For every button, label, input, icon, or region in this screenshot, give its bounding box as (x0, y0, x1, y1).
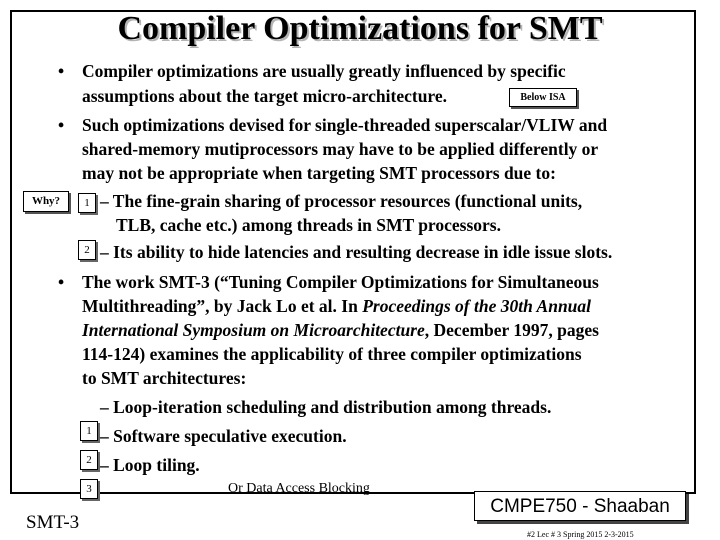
footer-lecture-id: SMT-3 (26, 512, 80, 533)
below-isa-box: Below ISA (509, 88, 577, 107)
number-box-2b: 2 (80, 450, 98, 470)
bullet-3: • (58, 272, 65, 292)
sub-item-1-line-1: – The fine-grain sharing of processor resources (functional units, (100, 191, 583, 211)
sub-item-1-line-2: TLB, cache etc.) among threads in SMT processors. (116, 215, 501, 235)
optimization-1: – Loop-iteration scheduling and distribution among threads. (100, 397, 552, 417)
bullet-3-line-4: 114-124) examines the applicability of three compiler optimizations (82, 344, 582, 364)
bullet-3-line-2-text: Multithreading”, by Jack Lo et al. In (82, 296, 363, 316)
bullet-2-line-2: shared-memory mutiprocessors may have to be applied differently or (82, 139, 599, 159)
bullet-2-line-3: may not be appropriate when targeting SMT processors due to: (82, 163, 556, 183)
symposium-title: International Symposium on Microarchitecture (82, 320, 425, 340)
number-box-1: 1 (78, 193, 96, 213)
course-label-box: CMPE750 - Shaaban (474, 491, 686, 521)
bullet-3-line-1: The work SMT-3 (“Tuning Compiler Optimizations for Simultaneous (82, 272, 599, 292)
optimization-2: – Software speculative execution. (100, 426, 347, 446)
number-box-3b: 3 (80, 479, 98, 499)
data-access-blocking-note: Or Data Access Blocking (228, 481, 370, 496)
slide-title: Compiler Optimizations for SMT (117, 10, 603, 47)
bullet-2-line-1: Such optimizations devised for single-threaded superscalar/VLIW and (82, 115, 608, 135)
optimization-3: – Loop tiling. (100, 455, 200, 475)
number-box-2: 2 (78, 240, 96, 260)
sub-item-2-line-1: – Its ability to hide latencies and resulting decrease in idle issue slots. (100, 242, 613, 262)
bullet-3-line-3 (82, 318, 599, 342)
bullet-2: • (58, 115, 65, 135)
bullet-1: • (58, 61, 65, 81)
proceedings-title: Proceedings of the 30th Annual (362, 296, 592, 316)
bullet-1-line-2: assumptions about the target micro-architecture. (82, 86, 448, 106)
why-box: Why? (23, 191, 69, 212)
bullet-3-line-3-text: , December 1997, pages (424, 320, 599, 340)
bullet-3-line-5: to SMT architectures: (82, 368, 247, 388)
footer-slide-info: #2 Lec # 3 Spring 2015 2-3-2015 (527, 530, 634, 539)
number-box-1b: 1 (80, 421, 98, 441)
bullet-3-line-2 (82, 294, 591, 318)
bullet-1-line-1: Compiler optimizations are usually greatly influenced by specific (82, 61, 566, 81)
